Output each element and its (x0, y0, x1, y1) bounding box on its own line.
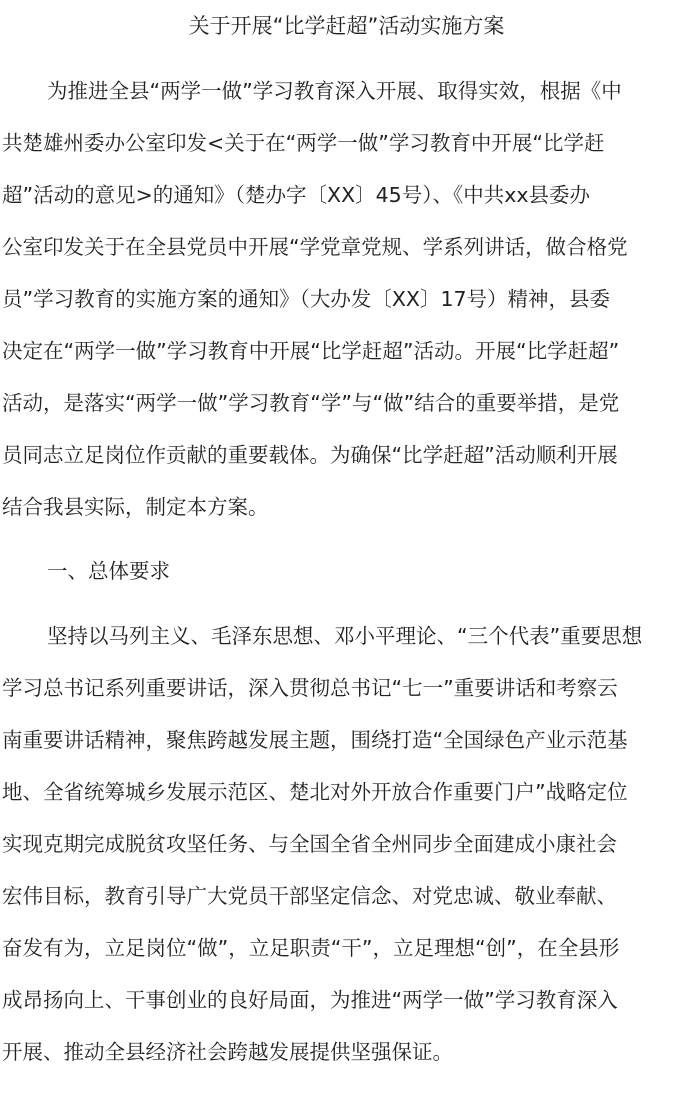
text-line: 开展、推动全县经济社会跨越发展提供坚强保证。 (2, 1040, 453, 1064)
text-line: 学习总书记系列重要讲话，深入贯彻总书记“七一”重要讲话和考察云 (2, 676, 618, 700)
text-line: 实现克期完成脱贫攻坚任务、与全国全省全州同步全面建成小康社会 (2, 832, 617, 856)
text-line: 坚持以马列主义、毛泽东思想、邓小平理论、“三个代表”重要思想 (47, 624, 643, 648)
text-line: 奋发有为，立足岗位“做”，立足职责“干”，立足理想“创”，在全县形 (2, 936, 620, 960)
section-heading: 一、总体要求 (47, 559, 170, 583)
document-title: 关于开展“比学赶超”活动实施方案 (188, 14, 505, 38)
text-line: 成昂扬向上、干事创业的良好局面，为推进“两学一做”学习教育深入 (2, 988, 618, 1012)
text-line: 地、全省统筹城乡发展示范区、楚北对外开放合作重要门户”战略定位 (2, 780, 628, 804)
text-line: 超”活动的意见>的通知》（楚办字〔XX〕45号）、《中共xx县委办 (2, 183, 590, 207)
text-line: 活动，是落实“两学一做”学习教育“学”与“做”结合的重要举措，是党 (2, 391, 620, 415)
text-line: 共楚雄州委办公室印发<关于在“两学一做”学习教育中开展“比学赶 (2, 131, 605, 155)
text-line: 决定在“两学一做”学习教育中开展“比学赶超”活动。开展“比学赶超” (2, 339, 620, 363)
text-line: 宏伟目标，教育引导广大党员干部坚定信念、对党忠诚、敬业奉献、 (2, 884, 617, 908)
text-line: 公室印发关于在全县党员中开展“学党章党规、学系列讲话，做合格党 (2, 235, 628, 259)
text-line: 员”学习教育的实施方案的通知》（大办发〔XX〕17号）精神，县委 (2, 287, 611, 311)
text-line: 为推进全县“两学一做”学习教育深入开展、取得实效，根据《中 (47, 79, 622, 103)
text-line: 员同志立足岗位作贡献的重要载体。为确保“比学赶超”活动顺利开展 (2, 443, 618, 467)
text-line: 结合我县实际，制定本方案。 (2, 495, 269, 519)
text-line: 南重要讲话精神，聚焦跨越发展主题，围绕打造“全国绿色产业示范基 (2, 728, 628, 752)
